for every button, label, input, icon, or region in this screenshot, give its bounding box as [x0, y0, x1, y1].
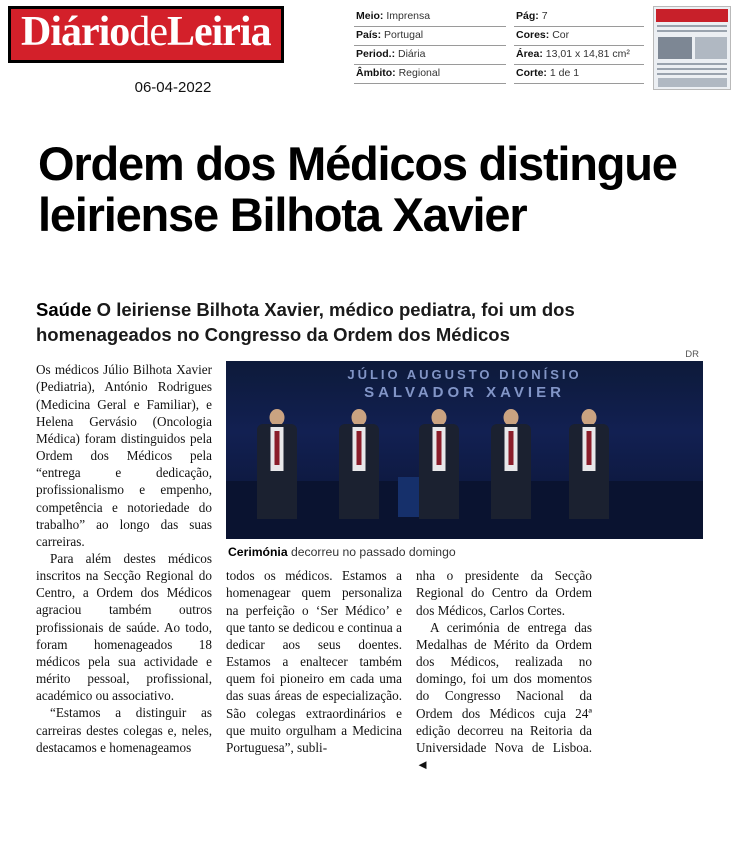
paragraph: Os médicos Júlio Bilhota Xavier (Pediatria), António Rodrigues (Medicina Geral e Familiar), e Helena Gervásio (Oncologia Médica) foram distinguidos pela Ordem dos Médicos pela “entrega e dedicação, profissionalismo e empenho, competência e notoriedade do trabalho” ao longo das suas carreiras.: [36, 362, 212, 549]
person-tie: [587, 431, 592, 465]
thumbnail-line: [657, 68, 727, 70]
metadata-row: [354, 8, 506, 27]
metadata-key: País:: [356, 29, 382, 41]
caption-lead: Cerimónia: [228, 545, 288, 560]
photo-screen-line-2: SALVADOR XAVIER: [364, 384, 565, 402]
page-title: Ordem dos Médicos distingue leiriense Bilhota Xavier: [38, 137, 677, 242]
metadata-row: [354, 65, 506, 84]
thumbnail-line: [657, 30, 727, 32]
person-tie: [437, 431, 442, 465]
thumbnail-line: [657, 73, 727, 75]
body-column-2: [226, 567, 402, 773]
metadata-row: [354, 46, 506, 65]
photo-person: [336, 409, 382, 521]
metadata-row: [514, 27, 644, 46]
metadata-key: Period.:: [356, 48, 396, 60]
thumbnail-banner: [656, 9, 728, 22]
photo-caption: [226, 539, 703, 559]
metadata-key: Área:: [516, 48, 543, 60]
metadata-value: 1 de 1: [549, 67, 580, 79]
person-tie: [357, 431, 362, 465]
metadata-table: [354, 8, 647, 84]
metadata-column-left: [354, 8, 506, 84]
photo-person: [488, 409, 534, 521]
clipping-header: [0, 0, 739, 96]
body-lower-columns: [226, 567, 703, 773]
publication-date: 06-04-2022: [134, 78, 212, 96]
standfirst: [0, 272, 739, 347]
person-tie: [509, 431, 514, 465]
thumbnail-photo: [695, 37, 727, 59]
standfirst-text: O leiriense Bilhota Xavier, médico pediatra, foi um dos homenageados no Congresso da Ordem dos Médicos: [36, 299, 575, 345]
metadata-value: 7: [541, 10, 548, 22]
metadata-key: Pág:: [516, 10, 539, 22]
thumbnail-photo: [658, 37, 692, 59]
body-right-block: [226, 349, 703, 773]
metadata-row: [354, 27, 506, 46]
metadata-value: Cor: [552, 29, 570, 41]
photo-person: [416, 409, 462, 521]
article-photo: [226, 361, 703, 539]
metadata-key: Âmbito:: [356, 67, 396, 79]
caption-text: decorreu no passado domingo: [287, 545, 456, 560]
masthead-word-3: Leiria: [166, 9, 271, 55]
paragraph: todos os médicos. Estamos a homenagear quem personaliza na perfeição o ‘Ser Médico’ e que tanto se dedicou e continua a dedicar aos seus doentes. Estamos a enaltecer também quem foi pioneiro em cada uma das suas áreas de especialização. São colegas extraordinários e que muito orgulham a Medicina Portuguesa”, subli-: [226, 568, 402, 755]
photo-credit: DR: [685, 349, 699, 361]
photo-person: [566, 409, 612, 521]
metadata-value: 13,01 x 14,81 cm²: [545, 48, 630, 60]
masthead-block: [8, 6, 348, 96]
metadata-key: Meio:: [356, 10, 384, 22]
metadata-value: Regional: [398, 67, 441, 79]
metadata-value: Portugal: [384, 29, 424, 41]
body-column-1: [36, 361, 212, 773]
metadata-row: [514, 65, 644, 84]
photo-person: [254, 409, 300, 521]
standfirst-kicker: Saúde: [36, 299, 92, 321]
metadata-value: Imprensa: [386, 10, 431, 22]
article-photo-wrap: [226, 349, 703, 560]
article-body: [0, 347, 739, 773]
paragraph: A cerimónia de entrega das Medalhas de Mérito da Ordem dos Médicos, realizada no domingo, foi um dos momentos do Congresso Nacional da Ordem dos Médicos cuja 24ª edição decorreu na Reitoria da Universidade Nova de Lisboa. ◄: [416, 619, 592, 772]
thumbnail-photo: [658, 78, 727, 87]
metadata-row: [514, 46, 644, 65]
photo-screen-text: [226, 367, 703, 401]
person-tie: [275, 431, 280, 465]
metadata-value: Diária: [398, 48, 426, 60]
paragraph: “Estamos a distinguir as carreiras destes colegas e, neles, destacamos e homenageamos: [36, 705, 212, 755]
metadata-column-right: [514, 8, 644, 84]
thumbnail-line: [657, 25, 727, 27]
page-thumbnail: [653, 6, 731, 90]
photo-screen-line-1: JÚLIO AUGUSTO DIONÍSIO: [347, 367, 582, 383]
metadata-key: Corte:: [516, 67, 547, 79]
metadata-row: [514, 8, 644, 27]
paragraph: Para além destes médicos inscritos na Secção Regional do Centro, a Ordem dos Médicos agraciou também outros profissionais de saúde. Ao todo, foram homenageados 18 médicos pela sua actividade e mérito pessoal, profissional, académico ou associativo.: [36, 551, 212, 704]
masthead-word-1: Diário: [21, 9, 130, 55]
publication-masthead: [8, 6, 284, 63]
body-column-3: [416, 567, 592, 773]
paragraph: nha o presidente da Secção Regional do Centro da Ordem dos Médicos, Carlos Cortes.: [416, 568, 592, 618]
thumbnail-line: [657, 63, 727, 65]
masthead-word-2: de: [129, 9, 167, 55]
metadata-key: Cores:: [516, 29, 550, 41]
